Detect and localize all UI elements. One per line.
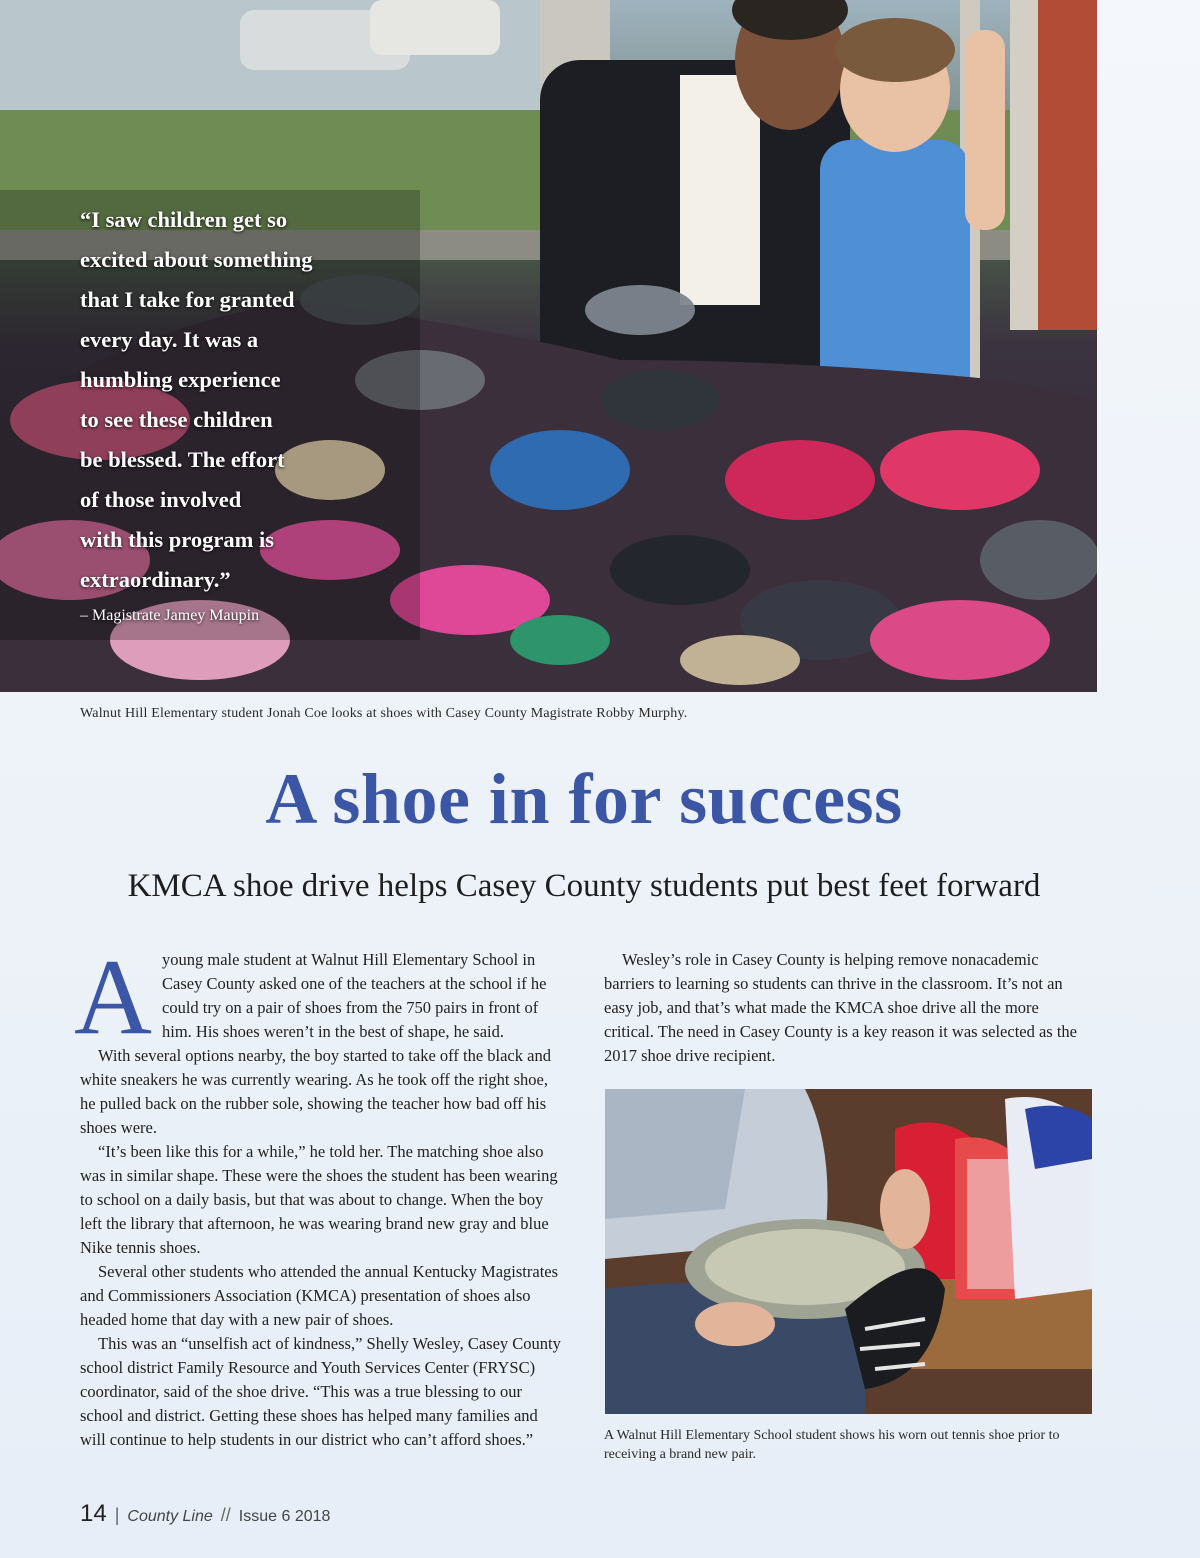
pull-quote-line: to see these children (80, 407, 273, 432)
article-paragraph: With several options nearby, the boy started to take off the black and white sneakers he was currently wearing. As he took off the right shoe, he pulled back on the rubber sole, showing the teacher how bad off his shoes were. (80, 1046, 551, 1137)
article-column-right (604, 948, 1092, 1068)
footer-slashes: // (220, 1505, 231, 1525)
article-paragraph: “It’s been like this for a while,” he told her. The matching shoe also was in similar shape. These were the shoes the student has been wearing to school on a daily basis, but that was about to change. When the boy left the library that afternoon, he was wearing brand new gray and blue Nike tennis shoes. (80, 1142, 558, 1257)
pull-quote-line: every day. It was a (80, 327, 259, 352)
pull-quote-line: humbling experience (80, 367, 281, 392)
pull-quote-line: extraordinary.” (80, 567, 231, 592)
hero-photo (0, 0, 1097, 692)
pull-quote-line: excited about something (80, 247, 313, 272)
page-footer (80, 1500, 330, 1528)
worn-shoe-photo-caption: A Walnut Hill Elementary School student shows his worn out tennis shoe prior to receiving a brand new pair. (604, 1428, 1060, 1462)
pull-quote-attribution: – Magistrate Jamey Maupin (80, 607, 260, 624)
worn-shoe-photo (605, 1089, 1092, 1414)
footer-separator: | (114, 1505, 120, 1525)
drop-cap: A (74, 938, 152, 1057)
issue-label: Issue 6 2018 (238, 1508, 331, 1525)
pull-quote-line: that I take for granted (80, 287, 295, 312)
article-paragraph: Several other students who attended the annual Kentucky Magistrates and Commissioners Association (KMCA) presentation of shoes also headed home that day with a new pair of shoes. (80, 1262, 559, 1329)
page-number: 14 (80, 1500, 107, 1527)
pull-quote-line: “I saw children get so (80, 207, 288, 232)
article-headline: A shoe in for success (265, 759, 903, 839)
article-subheadline: KMCA shoe drive helps Casey County students put best feet forward (127, 868, 1041, 904)
pull-quote (80, 200, 370, 600)
pull-quote-line: of those involved (80, 487, 242, 512)
pull-quote-line: with this program is (80, 527, 274, 552)
magazine-name: County Line (127, 1508, 213, 1525)
article-paragraph: This was an “unselfish act of kindness,” Shelly Wesley, Casey County school district Family Resource and Youth Services Center (FRYSC) coordinator, said of the shoe drive. “This was a true blessing to our school and district. Getting these shoes has helped many families and will continue to help students in our district who can’t afford shoes.” (80, 1334, 561, 1449)
hero-photo-caption: Walnut Hill Elementary student Jonah Coe looks at shoes with Casey County Magistrate Robby Murphy. (80, 706, 688, 721)
paragraph-text: young male student at Walnut Hill Elementary School in Casey County asked one of the teachers at the school if he could try on a pair of shoes from the 750 pairs in front of him. His shoes weren’t in the best of shape, he said. (162, 950, 547, 1041)
article-column-left (74, 938, 565, 1452)
article-paragraph (74, 938, 565, 1057)
worn-shoe-photo-illustration (605, 1089, 1092, 1414)
pull-quote-line: be blessed. The effort (80, 447, 285, 472)
article-paragraph: Wesley’s role in Casey County is helping remove nonacademic barriers to learning so students can thrive in the classroom. It’s not an easy job, and that’s what made the KMCA shoe drive all the more critical. The need in Casey County is a key reason it was selected as the 2017 shoe drive recipient. (604, 950, 1078, 1065)
